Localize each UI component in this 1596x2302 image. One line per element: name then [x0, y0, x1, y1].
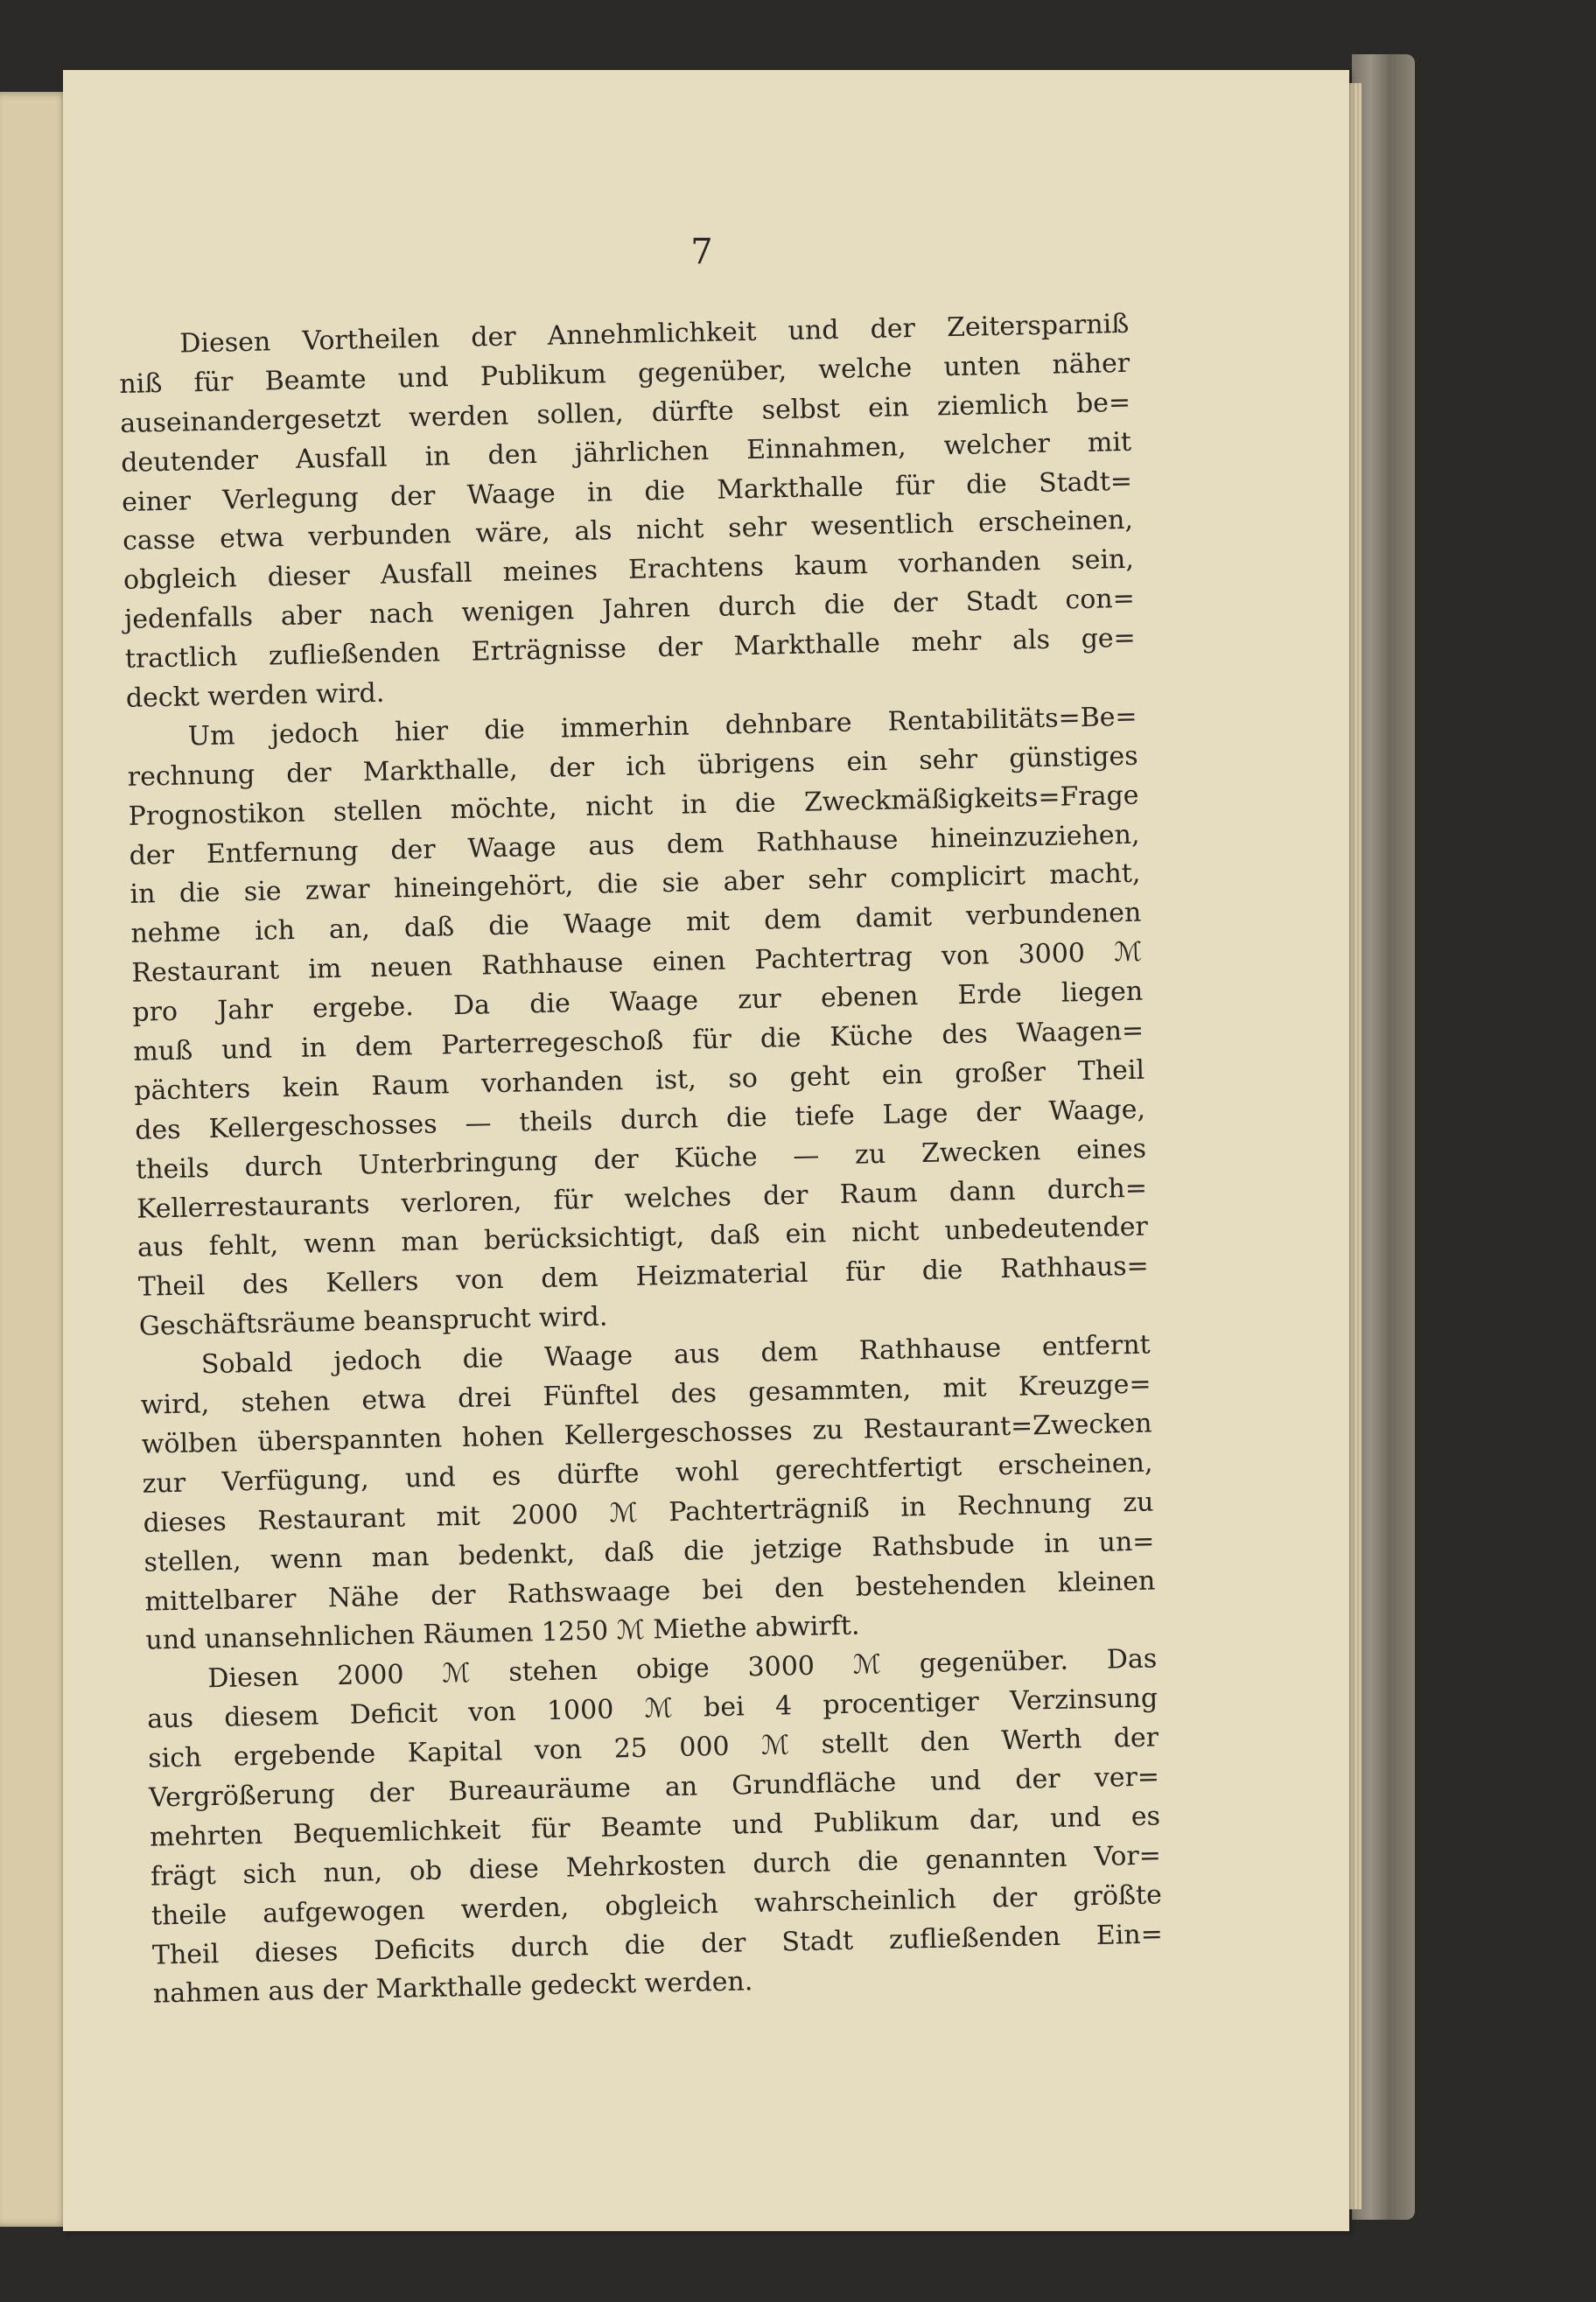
- text-line: dieses Restaurant mit 2000 ℳ Pachterträgniß in Rechnung zu: [143, 1487, 1154, 1539]
- text-line: deckt werden wird.: [125, 677, 385, 714]
- text-line: sich ergebende Kapital von 25 000 ℳ stellt den Werth der: [147, 1722, 1159, 1774]
- text-line: Geschäftsräume beansprucht wird.: [138, 1301, 608, 1343]
- text-line: Diesen 2000 ℳ stehen obige 3000 ℳ gegenüber. Das: [207, 1643, 1158, 1695]
- text-line: pro Jahr ergebe. Da die Waage zur ebenen Erde liegen: [132, 976, 1144, 1028]
- text-line: und unansehnlichen Räumen 1250 ℳ Miethe abwirft.: [145, 1610, 860, 1657]
- facing-page-edge: [0, 92, 70, 2227]
- text-line: Restaurant im neuen Rathhause einen Pachtertrag von 3000 ℳ: [131, 936, 1143, 990]
- text-line: Um jedoch hier die immerhin dehnbare Rentabilitäts=Be=: [187, 701, 1138, 752]
- text-line: wird, stehen etwa drei Fünftel des gesammten, mit Kreuzge=: [140, 1368, 1152, 1421]
- body-text: [118, 305, 1164, 2015]
- text-line: Theil dieses Deficits durch die der Stadt zufließenden Ein=: [151, 1918, 1164, 1971]
- text-line: Prognostikon stellen möchte, nicht in die Zweckmäßigkeits=Frage: [128, 780, 1139, 832]
- text-line: theils durch Unterbringung der Küche — zu Zwecken eines: [135, 1133, 1147, 1186]
- text-line: mittelbarer Nähe der Rathswaage bei den bestehenden kleinen: [144, 1564, 1156, 1618]
- text-line: tractlich zufließenden Erträgnisse der Markthalle mehr als ge=: [124, 622, 1137, 675]
- text-line: nehme ich an, daß die Waage mit dem damit verbundenen: [130, 898, 1142, 950]
- text-line: deutender Ausfall in den jährlichen Einnahmen, welcher mit: [120, 426, 1132, 479]
- page-number: 7: [690, 232, 713, 272]
- text-line: pächters kein Raum vorhanden ist, so geht ein großer Theil: [133, 1054, 1145, 1107]
- text-line: jedenfalls aber nach wenigen Jahren durch die der Stadt con=: [123, 583, 1136, 636]
- text-line: obgleich dieser Ausfall meines Erachtens kaum vorhanden sein,: [122, 544, 1135, 597]
- text-line: Vergrößerung der Bureauräume an Grundfläche und der ver=: [148, 1761, 1160, 1814]
- text-line: stellen, wenn man bedenkt, daß die jetzige Rathsbude in un=: [144, 1526, 1155, 1578]
- text-line: des Kellergeschosses — theils durch die tiefe Lage der Waage,: [134, 1094, 1146, 1146]
- text-line: in die sie zwar hineingehört, die sie aber sehr complicirt macht,: [130, 858, 1141, 911]
- text-line: einer Verlegung der Waage in die Markthalle für die Stadt=: [121, 465, 1133, 518]
- text-line: Kellerrestaurants verloren, für welches der Raum dann durch=: [136, 1172, 1148, 1225]
- text-line: nahmen aus der Markthalle gedeckt werden.: [152, 1966, 753, 2010]
- text-line: casse etwa verbunden wäre, als nicht sehr wesentlich erscheinen,: [122, 505, 1134, 557]
- text-line: auseinandergesetzt werden sollen, dürfte selbst ein ziemlich be=: [119, 387, 1131, 439]
- text-line: niß für Beamte und Publikum gegenüber, welche unten näher: [119, 347, 1130, 400]
- text-line: mehrten Bequemlichkeit für Beamte und Publikum dar, und es: [149, 1801, 1161, 1853]
- text-line: zur Verfügung, und es dürfte wohl gerechtfertigt erscheinen,: [142, 1447, 1153, 1500]
- text-line: wölben überspannten hohen Kellergeschosses zu Restaurant=Zwecken: [141, 1408, 1152, 1460]
- text-line: theile aufgewogen werden, obgleich wahrscheinlich der größte: [150, 1879, 1163, 1932]
- text-line: Sobald jedoch die Waage aus dem Rathhause entfernt: [200, 1329, 1152, 1381]
- text-line: frägt sich nun, ob diese Mehrkosten durch die genannten Vor=: [150, 1840, 1162, 1893]
- text-line: Theil des Kellers von dem Heizmaterial für die Rathhaus=: [137, 1250, 1150, 1304]
- text-line: Diesen Vortheilen der Annehmlichkeit und der Zeitersparniß: [179, 308, 1130, 360]
- text-line: aus fehlt, wenn man berücksichtigt, daß ein nicht unbedeutender: [136, 1212, 1149, 1264]
- text-line: der Entfernung der Waage aus dem Rathhause hineinzuziehen,: [129, 819, 1140, 871]
- text-line: rechnung der Markthalle, der ich übrigens ein sehr günstiges: [127, 740, 1138, 793]
- text-line: aus diesem Deficit von 1000 ℳ bei 4 procentiger Verzinsung: [146, 1683, 1158, 1735]
- text-line: muß und in dem Parterregeschoß für die Küche des Waagen=: [133, 1015, 1144, 1067]
